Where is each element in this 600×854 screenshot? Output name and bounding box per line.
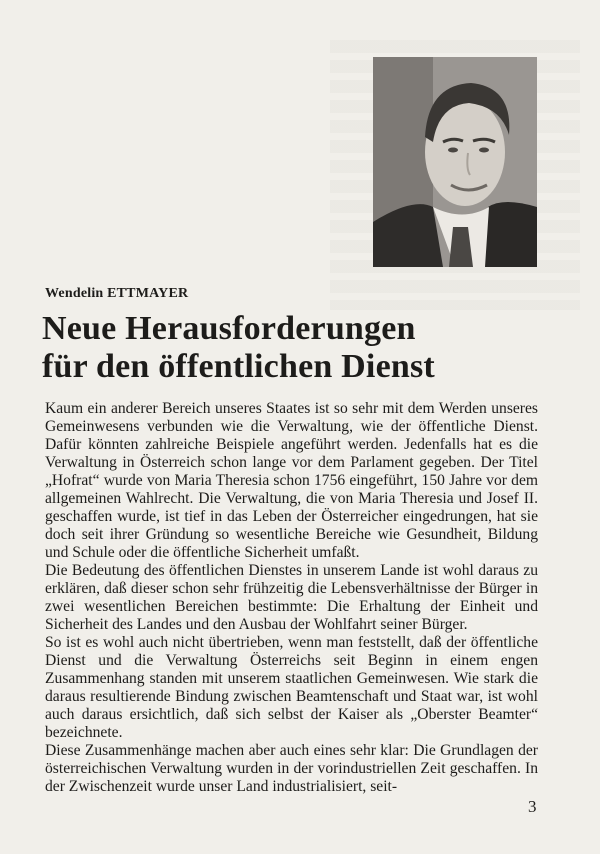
page-number: 3 [528, 797, 537, 816]
article-title [42, 310, 542, 386]
paragraph: Diese Zusammenhänge machen aber auch eines sehr klar: Die Grundlagen der österreichischen Verwaltung wurden in der vorindustriellen Zeit geschaffen. In der Zwischenzeit wurde unser Land industrialisiert, seit- [45, 742, 538, 795]
article-body [45, 400, 538, 796]
author-name: Wendelin ETTMAYER [45, 286, 189, 301]
paragraph: Kaum ein anderer Bereich unseres Staates ist so sehr mit dem Werden unseres Gemeinwesens verbunden wie die Verwaltung, wie der öffentliche Dienst. Dafür könnten zahlreiche Beispiele angeführt werden. Jedenfalls hat es die Verwaltung in Österreich schon lange vor dem Parlament gegeben. Der Titel „Hofrat“ wurde von Maria Theresia schon 1756 eingeführt, 150 Jahre vor dem allgemeinen Wahlrecht. Die Verwaltung, die von Maria Theresia und Josef II. geschaffen wurde, ist tief in das Leben der Österreicher eingedrungen, hat sie doch seit ihrer Gründung so wesentliche Bereiche wie Gesundheit, Bildung und Schule oder die öffentliche Sicherheit umfaßt. [45, 400, 538, 561]
paragraph: So ist es wohl auch nicht übertrieben, wenn man feststellt, daß der öffentliche Dienst und die Verwaltung Österreichs seit Beginn in einem engen Zusammenhang standen mit unserem staatlichen Gemeinwesen. Wie stark die daraus resultierende Bindung zwischen Beamtenschaft und Staat war, ist wohl auch daraus ersichtlich, daß sich selbst der Kaiser als „Oberster Beamter“ bezeichnete. [45, 634, 538, 741]
title-line: Neue Herausforderungen [42, 310, 416, 347]
author-portrait-photo [373, 57, 537, 267]
paragraph: Die Bedeutung des öffentlichen Dienstes in unserem Lande ist wohl daraus zu erklären, daß dieser schon sehr frühzeitig die Lebensverhältnisse der Bürger in zwei wesentlichen Bereichen bestimmte: Die Erhaltung der Einheit und Sicherheit des Landes und den Ausbau der Wohlfahrt seiner Bürger. [45, 562, 538, 633]
title-line: für den öffentlichen Dienst [42, 348, 435, 385]
